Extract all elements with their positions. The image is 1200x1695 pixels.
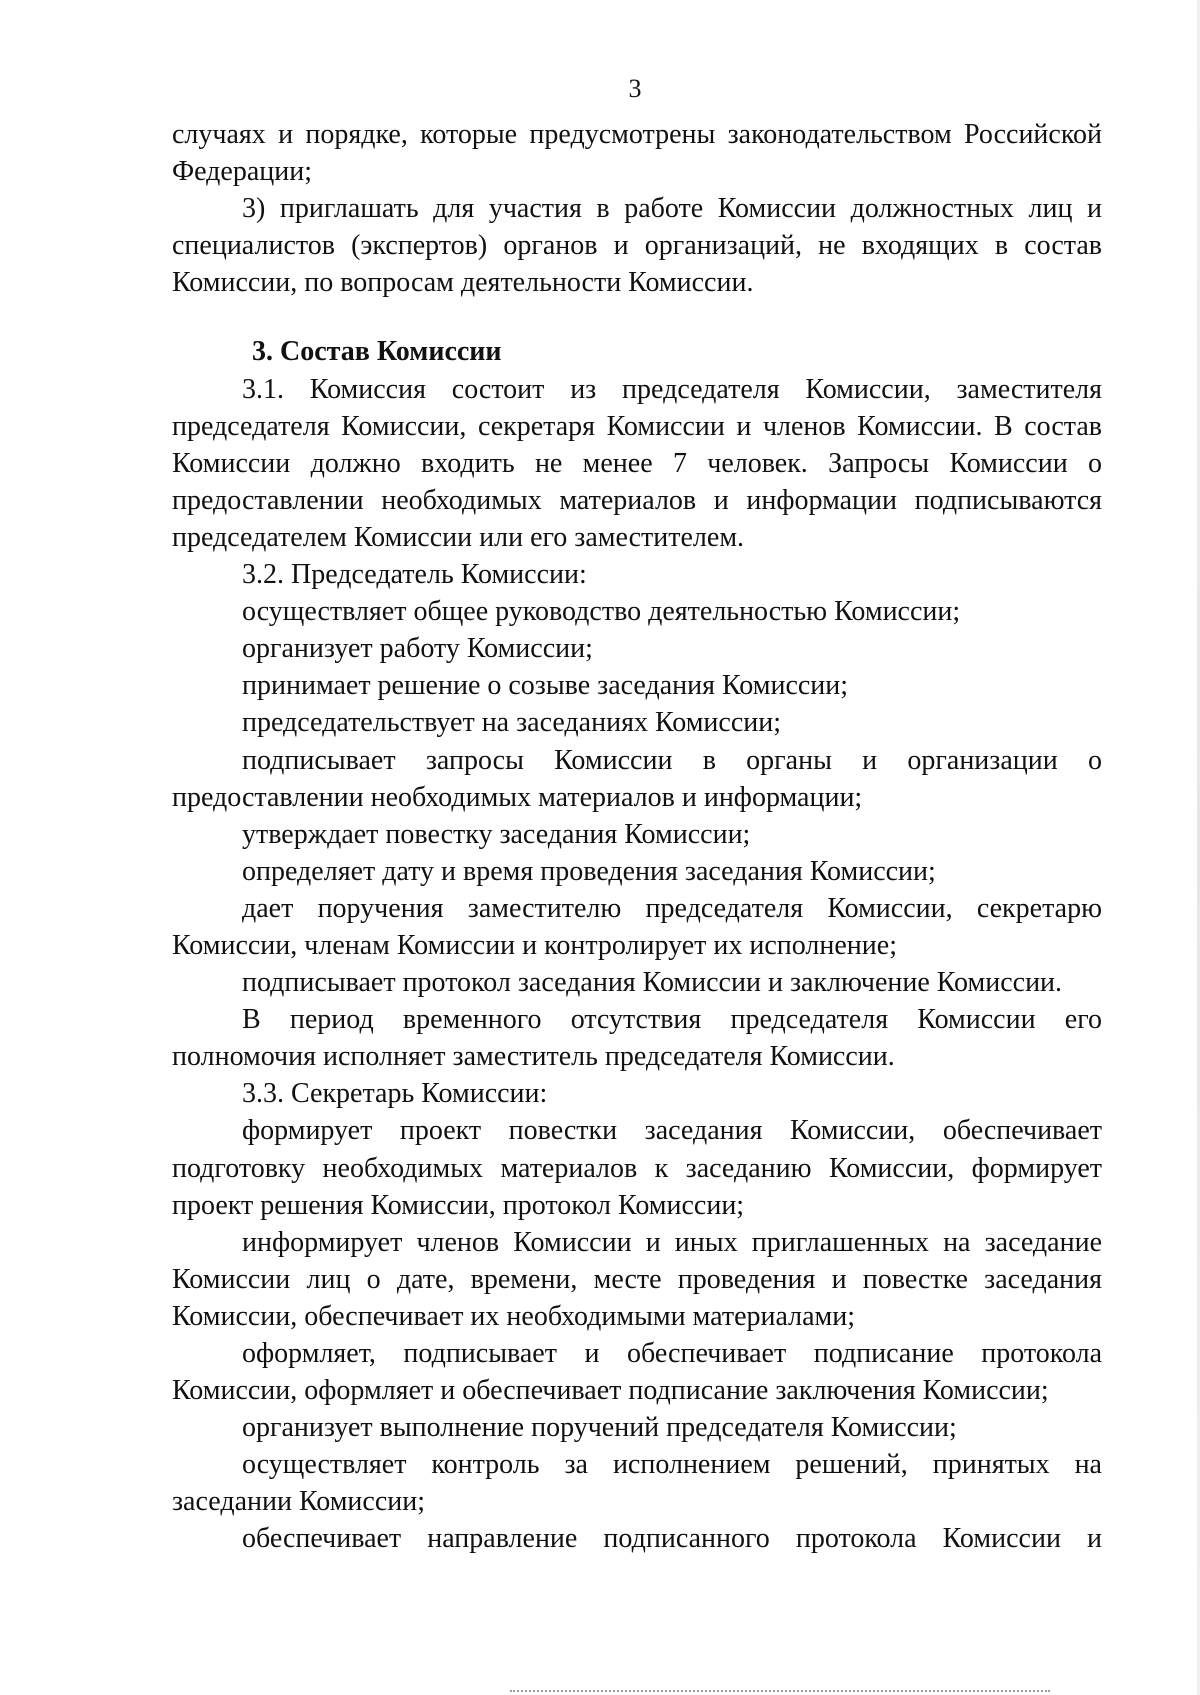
paragraph-continuation: случаях и порядке, которые предусмотрены законодательством Российской Федерации; [172, 119, 1102, 188]
section-gap [172, 301, 1102, 333]
list-item: осуществляет контроль за исполнением решений, принятых на заседании Комиссии; [172, 1449, 1102, 1518]
scan-artifact [510, 1690, 1050, 1695]
list-item: информирует членов Комиссии и иных приглашенных на заседание Комиссии лиц о дате, времени, месте проведения и повестке заседания Комиссии, обеспечивает их необходимыми материалами; [172, 1226, 1102, 1332]
list-item: организует работу Комиссии; [242, 633, 593, 665]
document-body [172, 116, 1102, 1558]
list-item-continued: обеспечивает направление подписанного протокола Комиссии и [242, 1523, 1102, 1555]
paragraph-3-3-title: 3.3. Секретарь Комиссии: [242, 1078, 548, 1110]
list-item: подписывает протокол заседания Комиссии и заключение Комиссии. [242, 967, 1063, 999]
list-item: определяет дату и время проведения заседания Комиссии; [242, 855, 936, 887]
list-item: подписывает запросы Комиссии в органы и организации о предоставлении необходимых материалов и информации; [172, 744, 1102, 813]
section-heading: 3. Состав Комиссии [252, 336, 502, 368]
list-item: председательствует на заседаниях Комиссии; [242, 707, 781, 739]
list-item: принимает решение о созыве заседания Комиссии; [242, 670, 849, 702]
list-item: дает поручения заместителю председателя Комиссии, секретарю Комиссии, членам Комиссии и контролирует их исполнение; [172, 892, 1102, 961]
list-item: организует выполнение поручений председателя Комиссии; [242, 1412, 957, 1444]
paragraph-3-1: 3.1. Комиссия состоит из председателя Комиссии, заместителя председателя Комиссии, секретаря Комиссии и членов Комиссии. В состав Комиссии должно входить не менее 7 человек. Запросы Комиссии о предоставлении необходимых материалов и информации подписываются председателем Комиссии или его заместителем. [172, 373, 1102, 553]
list-item: оформляет, подписывает и обеспечивает подписание протокола Комиссии, оформляет и обеспечивает подписание заключения Комиссии; [172, 1338, 1102, 1407]
page-number: 3 [628, 74, 642, 103]
paragraph-substitute: В период временного отсутствия председателя Комиссии его полномочия исполняет заместитель председателя Комиссии. [172, 1004, 1102, 1073]
paragraph-item-3: 3) приглашать для участия в работе Комиссии должностных лиц и специалистов (экспертов) органов и организаций, не входящих в состав Комиссии, по вопросам деятельности Комиссии. [172, 193, 1102, 299]
list-item: формирует проект повестки заседания Комиссии, обеспечивает подготовку необходимых материалов к заседанию Комиссии, формирует проект решения Комиссии, протокол Комиссии; [172, 1115, 1102, 1221]
paragraph-3-2-title: 3.2. Председатель Комиссии: [242, 559, 587, 591]
list-item: осуществляет общее руководство деятельностью Комиссии; [242, 596, 961, 628]
list-item: утверждает повестку заседания Комиссии; [242, 818, 751, 850]
